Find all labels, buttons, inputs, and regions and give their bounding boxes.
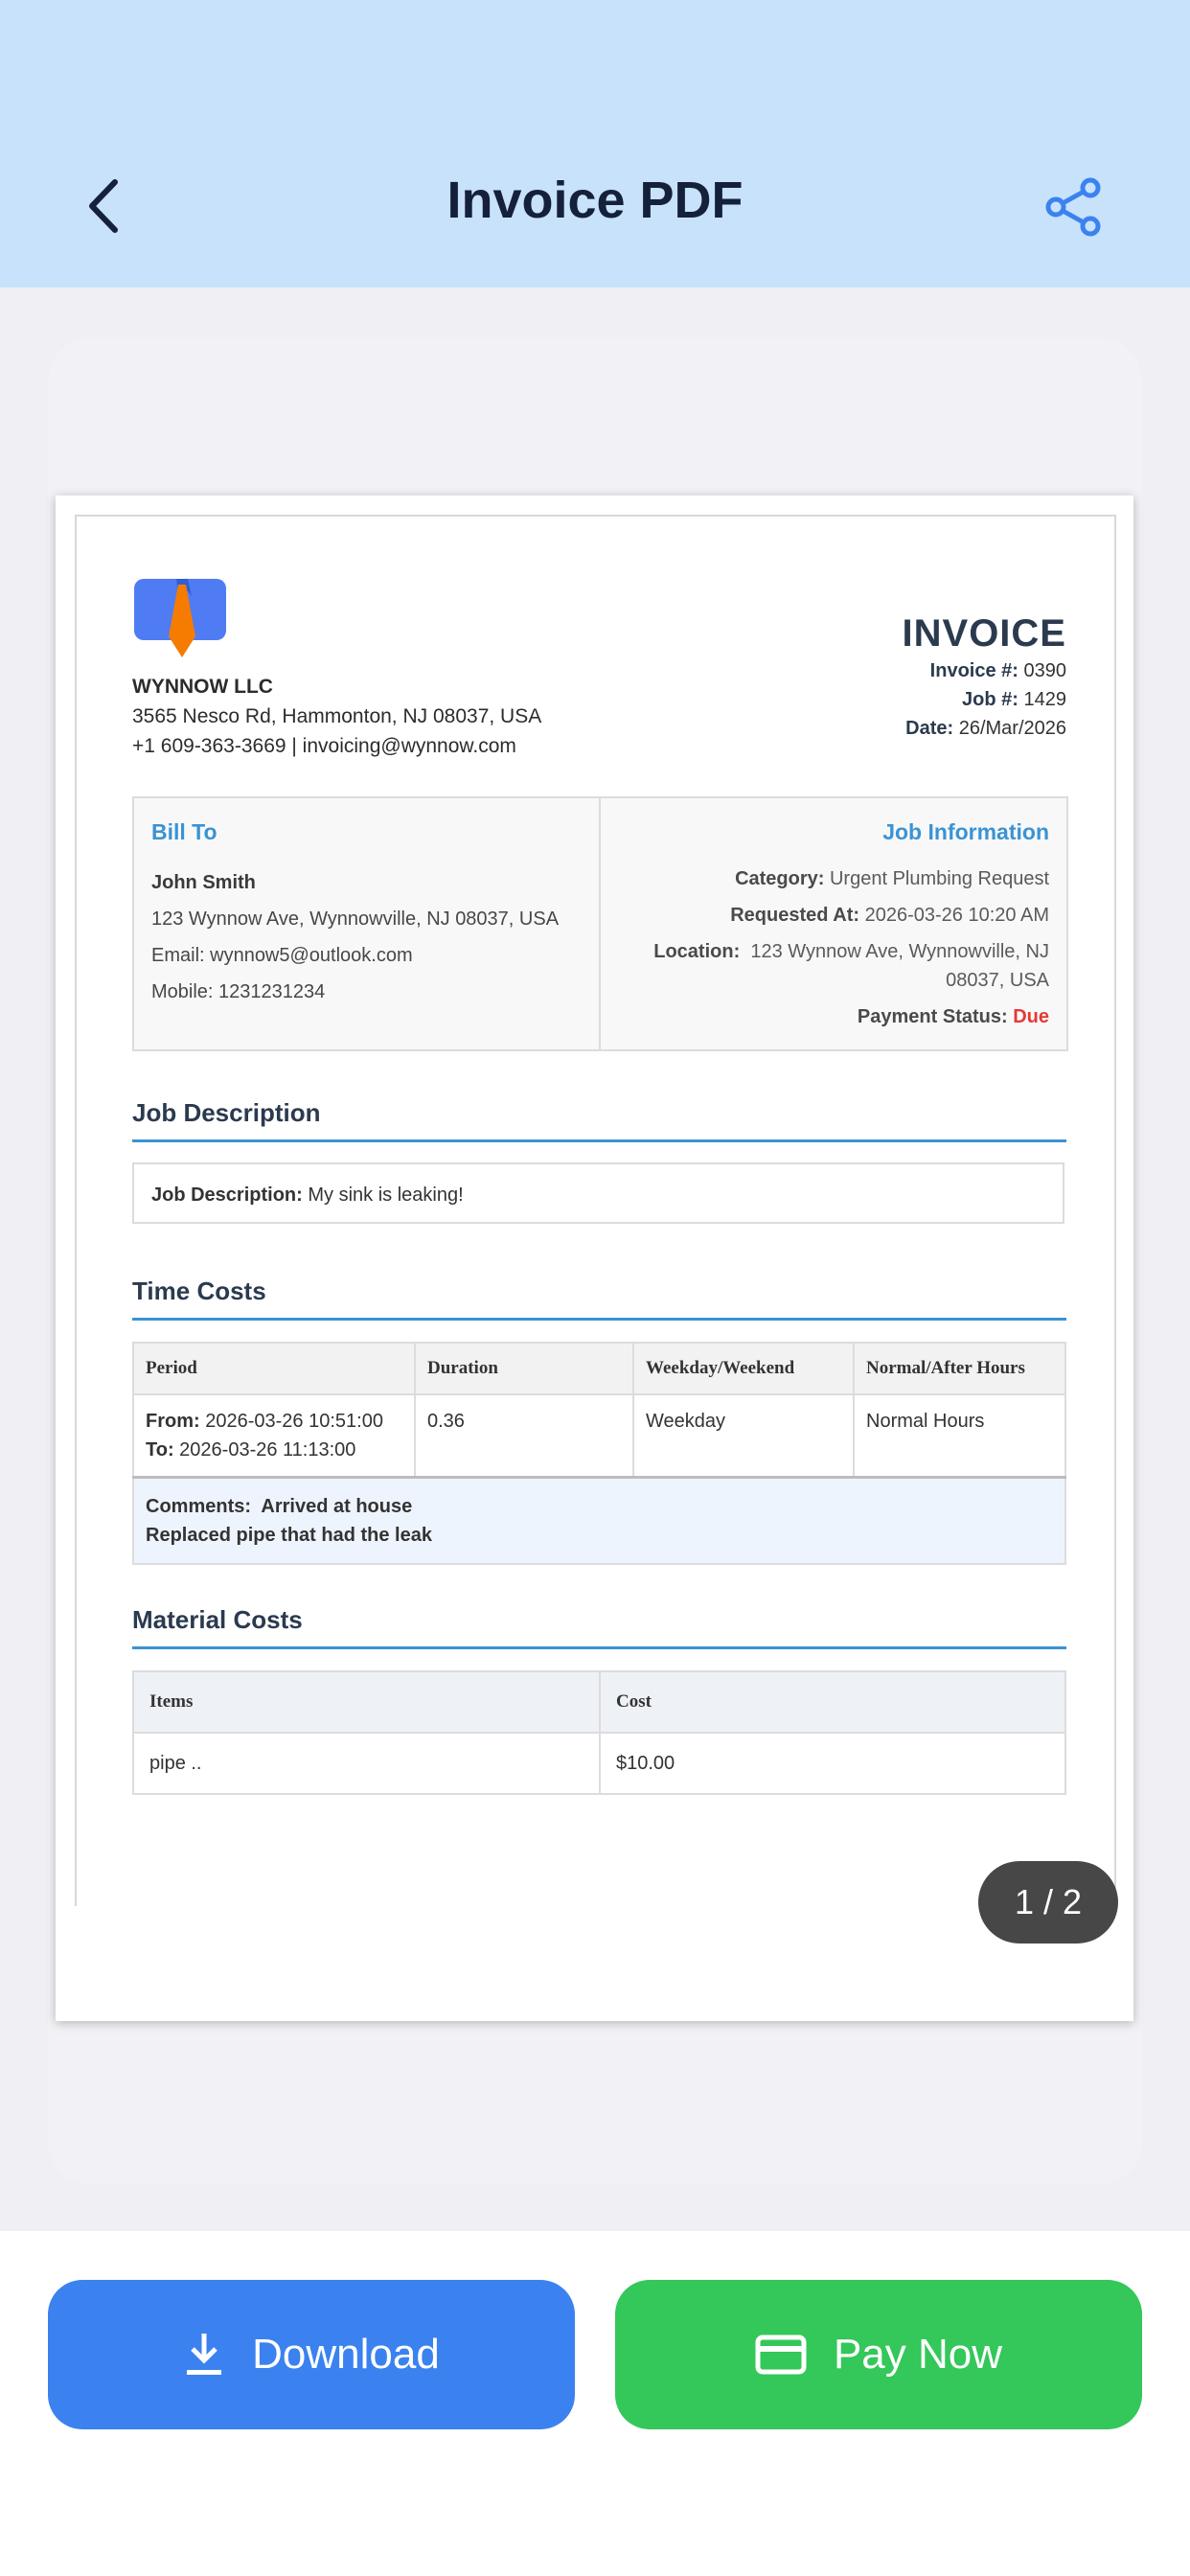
invoice-date: Date: 26/Mar/2026 <box>905 718 1066 739</box>
duration-cell: 0.36 <box>415 1394 633 1478</box>
table-row <box>133 1394 1065 1478</box>
job-requested: Requested At: 2026-03-26 10:20 AM <box>730 905 1049 926</box>
invoice-number: Invoice #: 0390 <box>929 660 1066 681</box>
col-duration: Duration <box>415 1343 633 1394</box>
download-label: Download <box>252 2331 440 2378</box>
app-header <box>0 0 1190 288</box>
col-items: Items <box>133 1671 600 1733</box>
col-hours: Normal/After Hours <box>854 1343 1065 1394</box>
hours-cell: Normal Hours <box>854 1394 1065 1478</box>
job-number: Job #: 1429 <box>962 689 1066 710</box>
pay-now-label: Pay Now <box>833 2331 1003 2378</box>
download-icon <box>183 2332 225 2378</box>
customer-email: Email: wynnow5@outlook.com <box>151 945 413 966</box>
time-costs-heading: Time Costs <box>132 1276 1066 1321</box>
share-icon <box>1042 176 1104 238</box>
item-cell: pipe .. <box>133 1733 600 1794</box>
job-info-title: Job Information <box>882 819 1049 844</box>
pay-now-button[interactable] <box>615 2280 1142 2429</box>
weekday-cell: Weekday <box>633 1394 854 1478</box>
job-description-heading: Job Description <box>132 1098 1066 1142</box>
company-contact: +1 609-363-3669 | invoicing@wynnow.com <box>132 735 516 757</box>
customer-mobile: Mobile: 1231231234 <box>151 981 326 1002</box>
job-location: Location: 123 Wynnow Ave, Wynnowville, NJ 08037, USA <box>653 941 1049 991</box>
page-title: Invoice PDF <box>446 172 744 229</box>
page-indicator: 1 / 2 <box>978 1861 1118 1944</box>
invoice-header <box>903 610 1066 743</box>
job-information <box>599 819 1049 1039</box>
table-header-row <box>133 1343 1065 1394</box>
table-row <box>133 1733 1065 1794</box>
payment-status: Payment Status: Due <box>857 1006 1049 1027</box>
comments-cell: Comments: Arrived at house Replaced pipe that had the leak <box>133 1478 1065 1565</box>
material-costs-table <box>132 1670 1066 1795</box>
pdf-page[interactable] <box>56 495 1133 2021</box>
period-cell: From: 2026-03-26 10:51:00 To: 2026-03-26 11:13:00 <box>133 1394 415 1478</box>
share-button[interactable] <box>1042 176 1104 238</box>
col-period: Period <box>133 1343 415 1394</box>
col-cost: Cost <box>600 1671 1065 1733</box>
job-category: Category: Urgent Plumbing Request <box>735 868 1049 889</box>
bill-job-box <box>132 796 1068 1051</box>
bill-to-title: Bill To <box>151 819 217 844</box>
status-badge: Due <box>1013 1006 1049 1027</box>
invoice-title: INVOICE <box>902 612 1066 655</box>
time-costs-table <box>132 1342 1066 1565</box>
company-name: WYNNOW LLC <box>132 676 273 698</box>
credit-card-icon <box>755 2334 807 2375</box>
col-weekday: Weekday/Weekend <box>633 1343 854 1394</box>
table-header-row <box>133 1671 1065 1733</box>
cost-cell: $10.00 <box>600 1733 1065 1794</box>
job-description-box: Job Description: My sink is leaking! <box>132 1162 1064 1224</box>
customer-name: John Smith <box>151 872 256 893</box>
download-button[interactable] <box>48 2280 575 2429</box>
company-info <box>132 672 541 761</box>
customer-address: 123 Wynnow Ave, Wynnowville, NJ 08037, USA <box>151 908 560 930</box>
company-logo <box>132 577 228 659</box>
bill-to <box>151 819 592 1010</box>
material-costs-heading: Material Costs <box>132 1605 1066 1649</box>
comments-row <box>133 1478 1065 1565</box>
company-address: 3565 Nesco Rd, Hammonton, NJ 08037, USA <box>132 705 542 727</box>
